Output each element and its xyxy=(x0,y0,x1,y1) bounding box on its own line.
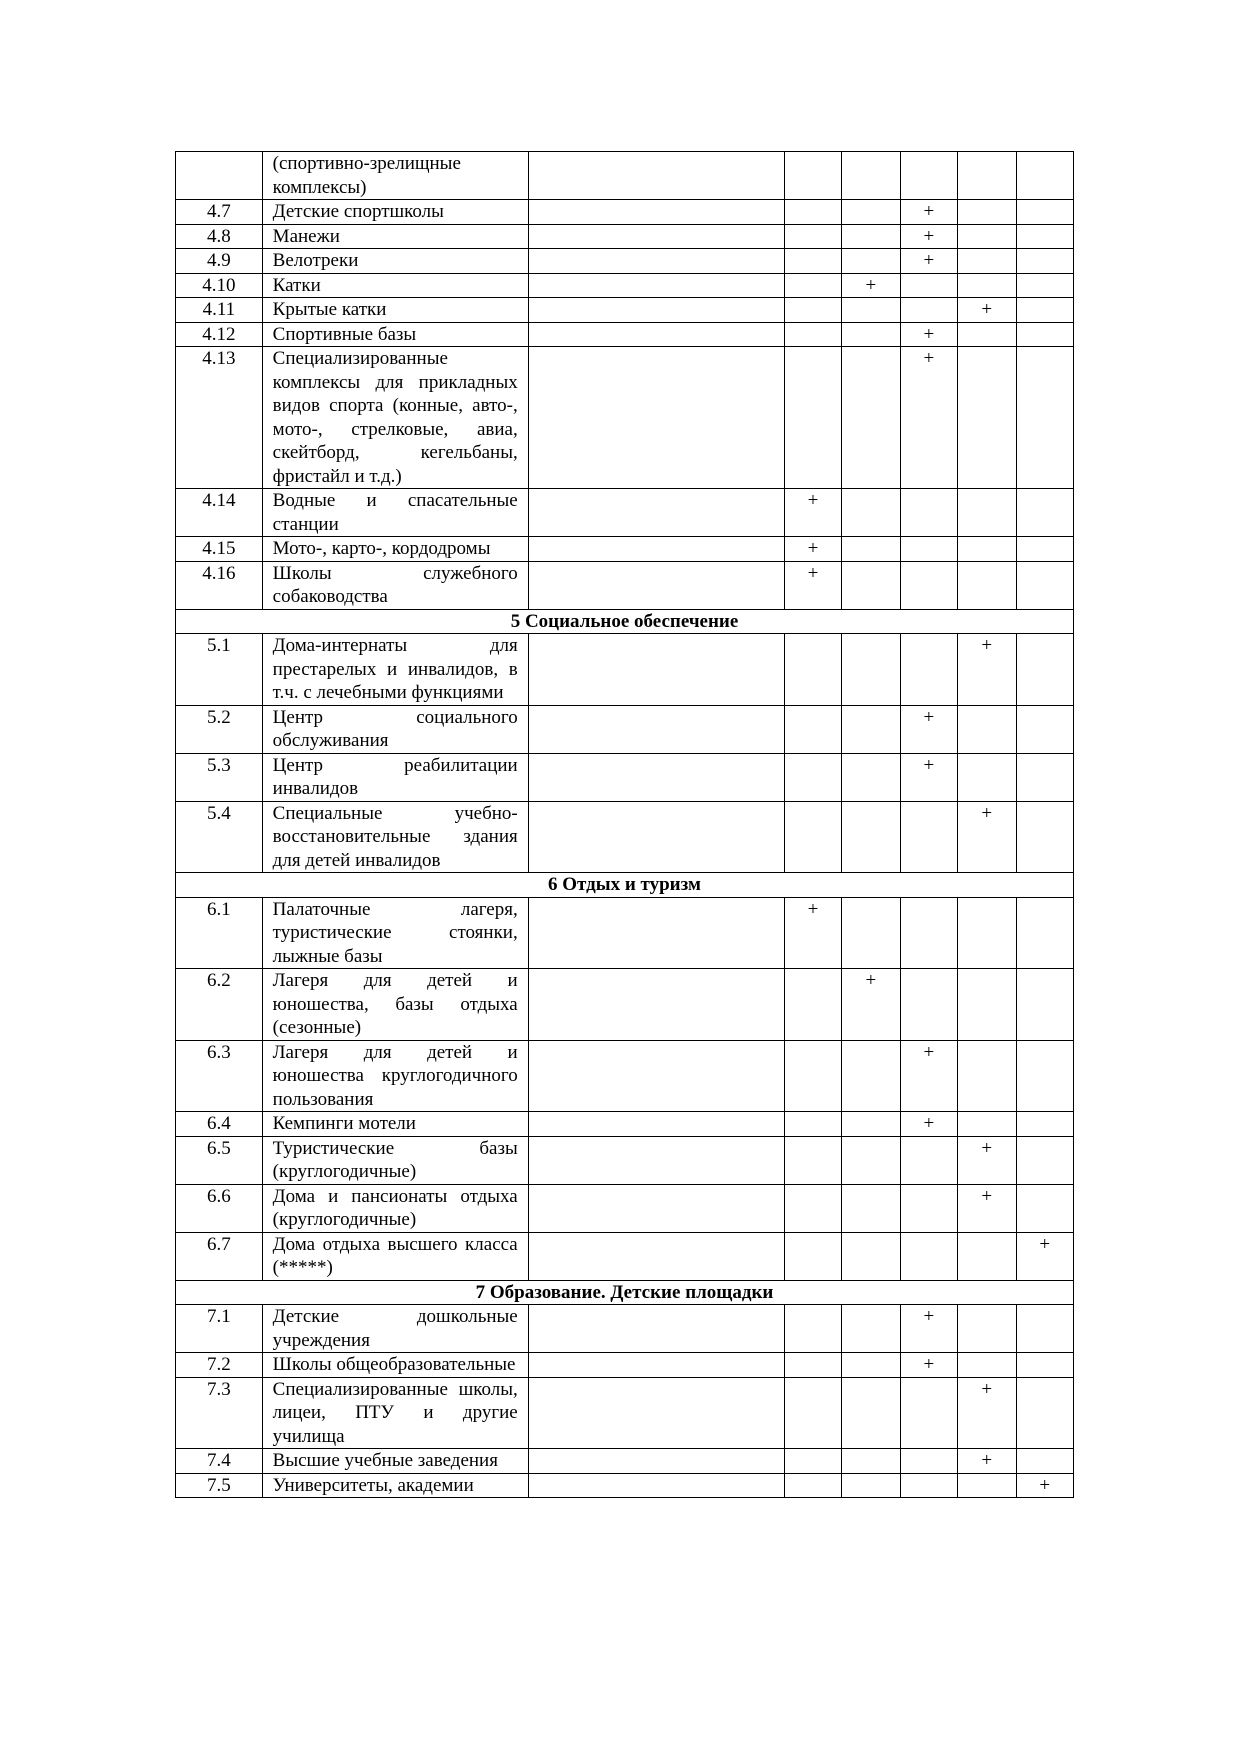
object-name: Центр социального обслуживания xyxy=(262,705,528,753)
table-body xyxy=(176,152,1074,1498)
category-cell-5 xyxy=(1016,969,1074,1041)
plus-mark: + xyxy=(958,801,1016,873)
category-cell-3 xyxy=(900,1377,957,1449)
category-cell-2 xyxy=(842,1040,900,1112)
object-name: Дома-интернаты для престарелых и инвалидов, в т.ч. с лечебными функциями xyxy=(262,634,528,706)
empty-cell xyxy=(528,753,784,801)
empty-cell xyxy=(528,273,784,298)
plus-mark: + xyxy=(900,753,957,801)
object-name: Катки xyxy=(262,273,528,298)
row-number: 4.10 xyxy=(176,273,263,298)
table-row xyxy=(176,322,1074,347)
section-title: 5 Социальное обеспечение xyxy=(176,609,1074,634)
category-cell-4 xyxy=(958,273,1016,298)
category-cell-4 xyxy=(958,322,1016,347)
table-row xyxy=(176,200,1074,225)
row-number: 7.3 xyxy=(176,1377,263,1449)
plus-mark: + xyxy=(900,200,957,225)
row-number: 6.7 xyxy=(176,1232,263,1280)
table-row xyxy=(176,753,1074,801)
empty-cell xyxy=(528,1232,784,1280)
row-number: 7.2 xyxy=(176,1353,263,1378)
category-cell-1 xyxy=(784,634,841,706)
object-name: Лагеря для детей и юношества, базы отдыха (сезонные) xyxy=(262,969,528,1041)
table-row xyxy=(176,347,1074,489)
plus-mark: + xyxy=(958,1184,1016,1232)
category-cell-5 xyxy=(1016,1449,1074,1474)
category-cell-5 xyxy=(1016,224,1074,249)
empty-cell xyxy=(528,897,784,969)
category-cell-2 xyxy=(842,1305,900,1353)
object-name: Велотреки xyxy=(262,249,528,274)
category-cell-3 xyxy=(900,537,957,562)
category-cell-5 xyxy=(1016,561,1074,609)
object-name: Центр реабилитации инвалидов xyxy=(262,753,528,801)
category-cell-5 xyxy=(1016,1136,1074,1184)
category-cell-1 xyxy=(784,1040,841,1112)
category-cell-5 xyxy=(1016,801,1074,873)
empty-cell xyxy=(528,1184,784,1232)
category-cell-5 xyxy=(1016,537,1074,562)
table-row xyxy=(176,537,1074,562)
category-cell-4 xyxy=(958,537,1016,562)
category-cell-4 xyxy=(958,897,1016,969)
category-cell-2 xyxy=(842,561,900,609)
table-row xyxy=(176,152,1074,200)
plus-mark: + xyxy=(842,273,900,298)
row-number: 6.1 xyxy=(176,897,263,969)
object-name: Специальные учебно-восстановительные здания для детей инвалидов xyxy=(262,801,528,873)
object-name: (спортивно-зрелищные комплексы) xyxy=(262,152,528,200)
row-number: 4.11 xyxy=(176,298,263,323)
category-cell-5 xyxy=(1016,705,1074,753)
object-name: Специализированные комплексы для прикладных видов спорта (конные, авто-, мото-, стрелковые, авиа, скейтборд, кегельбаны, фристайл и т.д.) xyxy=(262,347,528,489)
table-row xyxy=(176,897,1074,969)
plus-mark: + xyxy=(900,1040,957,1112)
category-cell-2 xyxy=(842,200,900,225)
category-cell-3 xyxy=(900,561,957,609)
category-cell-2 xyxy=(842,224,900,249)
object-name: Дома отдыха высшего класса (*****) xyxy=(262,1232,528,1280)
category-cell-3 xyxy=(900,897,957,969)
plus-mark: + xyxy=(900,1305,957,1353)
object-name: Водные и спасательные станции xyxy=(262,489,528,537)
row-number: 5.1 xyxy=(176,634,263,706)
empty-cell xyxy=(528,249,784,274)
empty-cell xyxy=(528,705,784,753)
category-cell-1 xyxy=(784,1136,841,1184)
category-cell-3 xyxy=(900,969,957,1041)
empty-cell xyxy=(528,200,784,225)
row-number: 5.4 xyxy=(176,801,263,873)
table-row xyxy=(176,561,1074,609)
plus-mark: + xyxy=(784,489,841,537)
document-table xyxy=(175,151,1074,1498)
empty-cell xyxy=(528,1473,784,1498)
plus-mark: + xyxy=(958,1449,1016,1474)
row-number: 5.2 xyxy=(176,705,263,753)
empty-cell xyxy=(528,1305,784,1353)
table-row xyxy=(176,1305,1074,1353)
section-header-row xyxy=(176,1280,1074,1305)
table-row xyxy=(176,1184,1074,1232)
category-cell-4 xyxy=(958,347,1016,489)
object-name: Крытые катки xyxy=(262,298,528,323)
row-number: 4.12 xyxy=(176,322,263,347)
table-row xyxy=(176,705,1074,753)
object-name: Туристические базы (круглогодичные) xyxy=(262,1136,528,1184)
category-cell-4 xyxy=(958,249,1016,274)
category-cell-5 xyxy=(1016,200,1074,225)
row-number: 4.8 xyxy=(176,224,263,249)
category-cell-4 xyxy=(958,1473,1016,1498)
object-name: Мото-, карто-, кордодромы xyxy=(262,537,528,562)
row-number: 6.2 xyxy=(176,969,263,1041)
row-number: 4.13 xyxy=(176,347,263,489)
plus-mark: + xyxy=(784,561,841,609)
category-cell-2 xyxy=(842,634,900,706)
row-number: 4.7 xyxy=(176,200,263,225)
category-cell-1 xyxy=(784,801,841,873)
plus-mark: + xyxy=(900,1112,957,1137)
row-number: 5.3 xyxy=(176,753,263,801)
empty-cell xyxy=(528,634,784,706)
category-cell-3 xyxy=(900,801,957,873)
row-number: 4.14 xyxy=(176,489,263,537)
category-cell-2 xyxy=(842,1353,900,1378)
category-cell-2 xyxy=(842,1136,900,1184)
category-cell-2 xyxy=(842,152,900,200)
category-cell-2 xyxy=(842,1184,900,1232)
category-cell-1 xyxy=(784,347,841,489)
plus-mark: + xyxy=(900,224,957,249)
object-name: Дома и пансионаты отдыха (круглогодичные) xyxy=(262,1184,528,1232)
empty-cell xyxy=(528,561,784,609)
category-cell-5 xyxy=(1016,152,1074,200)
table-row xyxy=(176,634,1074,706)
category-cell-3 xyxy=(900,1449,957,1474)
category-cell-1 xyxy=(784,1473,841,1498)
category-cell-3 xyxy=(900,1232,957,1280)
category-cell-2 xyxy=(842,347,900,489)
category-cell-1 xyxy=(784,1232,841,1280)
plus-mark: + xyxy=(1016,1473,1074,1498)
category-cell-5 xyxy=(1016,1377,1074,1449)
object-name: Школы общеобразовательные xyxy=(262,1353,528,1378)
category-cell-1 xyxy=(784,753,841,801)
plus-mark: + xyxy=(784,537,841,562)
category-cell-1 xyxy=(784,1112,841,1137)
category-cell-2 xyxy=(842,489,900,537)
category-cell-1 xyxy=(784,1184,841,1232)
category-cell-2 xyxy=(842,1449,900,1474)
category-cell-1 xyxy=(784,249,841,274)
plus-mark: + xyxy=(900,705,957,753)
category-cell-1 xyxy=(784,298,841,323)
object-name: Специализированные школы, лицеи, ПТУ и другие училища xyxy=(262,1377,528,1449)
category-cell-4 xyxy=(958,1353,1016,1378)
table-row xyxy=(176,1040,1074,1112)
plus-mark: + xyxy=(900,322,957,347)
plus-mark: + xyxy=(842,969,900,1041)
category-cell-3 xyxy=(900,1473,957,1498)
category-cell-2 xyxy=(842,1232,900,1280)
category-cell-5 xyxy=(1016,347,1074,489)
empty-cell xyxy=(528,969,784,1041)
table-row xyxy=(176,1353,1074,1378)
row-number: 7.1 xyxy=(176,1305,263,1353)
category-cell-3 xyxy=(900,273,957,298)
table-row xyxy=(176,273,1074,298)
category-cell-3 xyxy=(900,152,957,200)
category-cell-1 xyxy=(784,1377,841,1449)
object-name: Лагеря для детей и юношества круглогодичного пользования xyxy=(262,1040,528,1112)
category-cell-2 xyxy=(842,1473,900,1498)
category-cell-4 xyxy=(958,489,1016,537)
category-cell-2 xyxy=(842,897,900,969)
empty-cell xyxy=(528,537,784,562)
category-cell-1 xyxy=(784,1305,841,1353)
category-cell-1 xyxy=(784,200,841,225)
plus-mark: + xyxy=(1016,1232,1074,1280)
category-cell-1 xyxy=(784,152,841,200)
row-number xyxy=(176,152,263,200)
category-cell-5 xyxy=(1016,489,1074,537)
category-cell-5 xyxy=(1016,897,1074,969)
empty-cell xyxy=(528,224,784,249)
category-cell-5 xyxy=(1016,1040,1074,1112)
category-cell-1 xyxy=(784,969,841,1041)
table-row xyxy=(176,1112,1074,1137)
category-cell-5 xyxy=(1016,1353,1074,1378)
category-cell-2 xyxy=(842,249,900,274)
category-cell-5 xyxy=(1016,1184,1074,1232)
object-name: Университеты, академии xyxy=(262,1473,528,1498)
row-number: 6.3 xyxy=(176,1040,263,1112)
empty-cell xyxy=(528,1353,784,1378)
plus-mark: + xyxy=(900,1353,957,1378)
empty-cell xyxy=(528,347,784,489)
table-row xyxy=(176,1377,1074,1449)
table-row xyxy=(176,224,1074,249)
section-header-row xyxy=(176,609,1074,634)
table-row xyxy=(176,249,1074,274)
category-cell-2 xyxy=(842,801,900,873)
category-cell-3 xyxy=(900,1136,957,1184)
category-cell-1 xyxy=(784,273,841,298)
category-cell-4 xyxy=(958,152,1016,200)
row-number: 7.4 xyxy=(176,1449,263,1474)
section-header-row xyxy=(176,873,1074,898)
empty-cell xyxy=(528,1449,784,1474)
plus-mark: + xyxy=(900,249,957,274)
plus-mark: + xyxy=(958,634,1016,706)
row-number: 4.9 xyxy=(176,249,263,274)
row-number: 6.4 xyxy=(176,1112,263,1137)
category-cell-3 xyxy=(900,634,957,706)
table-row xyxy=(176,1136,1074,1184)
category-cell-5 xyxy=(1016,753,1074,801)
category-cell-5 xyxy=(1016,298,1074,323)
category-cell-4 xyxy=(958,969,1016,1041)
table-row xyxy=(176,1449,1074,1474)
empty-cell xyxy=(528,152,784,200)
plus-mark: + xyxy=(784,897,841,969)
row-number: 4.15 xyxy=(176,537,263,562)
category-cell-1 xyxy=(784,705,841,753)
empty-cell xyxy=(528,298,784,323)
category-cell-2 xyxy=(842,1112,900,1137)
row-number: 4.16 xyxy=(176,561,263,609)
table-row xyxy=(176,489,1074,537)
category-cell-1 xyxy=(784,322,841,347)
object-name: Школы служебного собаководства xyxy=(262,561,528,609)
plus-mark: + xyxy=(958,298,1016,323)
empty-cell xyxy=(528,1112,784,1137)
table-row xyxy=(176,801,1074,873)
row-number: 6.5 xyxy=(176,1136,263,1184)
empty-cell xyxy=(528,801,784,873)
section-title: 6 Отдых и туризм xyxy=(176,873,1074,898)
table-row xyxy=(176,1232,1074,1280)
row-number: 7.5 xyxy=(176,1473,263,1498)
table-row xyxy=(176,1473,1074,1498)
empty-cell xyxy=(528,322,784,347)
empty-cell xyxy=(528,1377,784,1449)
category-cell-5 xyxy=(1016,249,1074,274)
category-cell-2 xyxy=(842,1377,900,1449)
plus-mark: + xyxy=(958,1136,1016,1184)
object-name: Спортивные базы xyxy=(262,322,528,347)
section-title: 7 Образование. Детские площадки xyxy=(176,1280,1074,1305)
category-cell-4 xyxy=(958,1112,1016,1137)
plus-mark: + xyxy=(958,1377,1016,1449)
category-cell-4 xyxy=(958,1040,1016,1112)
category-cell-3 xyxy=(900,489,957,537)
table-row xyxy=(176,298,1074,323)
category-cell-3 xyxy=(900,1184,957,1232)
empty-cell xyxy=(528,1040,784,1112)
category-cell-4 xyxy=(958,1232,1016,1280)
category-cell-4 xyxy=(958,561,1016,609)
category-cell-4 xyxy=(958,224,1016,249)
category-cell-3 xyxy=(900,298,957,323)
category-cell-1 xyxy=(784,224,841,249)
category-cell-1 xyxy=(784,1449,841,1474)
table-row xyxy=(176,969,1074,1041)
object-name: Манежи xyxy=(262,224,528,249)
category-cell-2 xyxy=(842,322,900,347)
category-cell-1 xyxy=(784,1353,841,1378)
category-cell-4 xyxy=(958,200,1016,225)
category-cell-5 xyxy=(1016,322,1074,347)
category-cell-4 xyxy=(958,705,1016,753)
category-cell-4 xyxy=(958,1305,1016,1353)
category-cell-5 xyxy=(1016,634,1074,706)
category-cell-2 xyxy=(842,705,900,753)
object-name: Палаточные лагеря, туристические стоянки, лыжные базы xyxy=(262,897,528,969)
category-cell-2 xyxy=(842,753,900,801)
category-cell-2 xyxy=(842,298,900,323)
plus-mark: + xyxy=(900,347,957,489)
category-cell-5 xyxy=(1016,273,1074,298)
empty-cell xyxy=(528,489,784,537)
object-name: Высшие учебные заведения xyxy=(262,1449,528,1474)
category-cell-4 xyxy=(958,753,1016,801)
object-name: Детские дошкольные учреждения xyxy=(262,1305,528,1353)
object-name: Кемпинги мотели xyxy=(262,1112,528,1137)
category-cell-2 xyxy=(842,537,900,562)
category-cell-5 xyxy=(1016,1305,1074,1353)
object-name: Детские спортшколы xyxy=(262,200,528,225)
row-number: 6.6 xyxy=(176,1184,263,1232)
category-cell-5 xyxy=(1016,1112,1074,1137)
empty-cell xyxy=(528,1136,784,1184)
